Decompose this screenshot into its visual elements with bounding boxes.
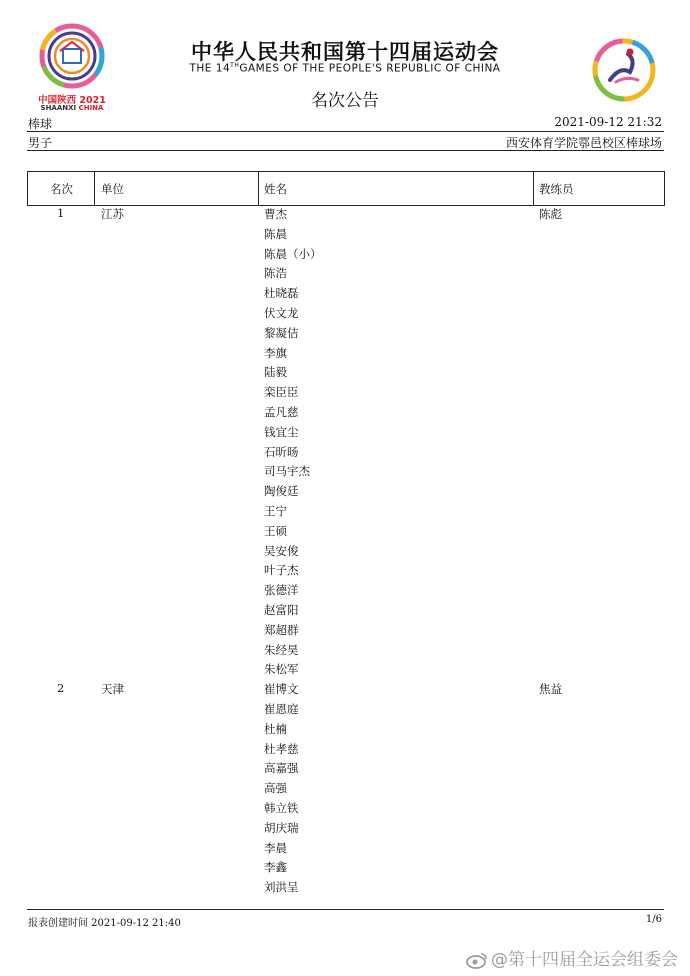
doc-title: 名次公告 [311,91,379,111]
header-divider [27,131,664,132]
team-unit: 天津 [101,682,124,697]
player-name: 张德洋 [264,583,299,598]
player-name: 李旗 [264,345,287,360]
player-name: 王硕 [264,523,287,538]
player-name: 曹杰 [264,207,287,221]
weibo-watermark [465,945,678,970]
games-subtitle [0,62,690,75]
player-name: 崔恩庭 [264,702,299,716]
header-unit: 单位 [101,182,124,196]
venue-name: 西安体育学院鄠邑校区棒球场 [505,136,662,150]
player-name: 韩立铁 [264,801,299,815]
player-name: 司马宇杰 [264,464,310,479]
player-name: 杜楠 [264,721,287,736]
player-name: 杜孝慈 [264,741,299,756]
header-divider-bottom [27,150,664,151]
column-separator [94,171,95,206]
header-rank: 名次 [50,182,73,196]
player-name: 杜晓磊 [264,286,299,301]
player-name: 陈晨（小） [264,246,322,261]
column-separator [533,171,534,206]
report-datetime: 2021-09-12 21:32 [554,115,662,129]
logo-region: SHAANXI [40,104,77,112]
player-name: 高嘉强 [264,761,299,776]
player-name: 王宁 [264,504,287,518]
games-subtitle-pre: THE 14 [189,62,231,75]
sport-name: 棒球 [28,117,53,131]
player-name: 陶俊廷 [264,484,299,499]
player-name: 高强 [264,781,287,796]
logo-year-text: 中国陕西 2021 [38,95,106,106]
player-name: 朱松军 [264,662,299,677]
team-rank: 1 [57,206,65,220]
player-name: 朱经昊 [264,642,299,657]
player-name: 叶子杰 [264,563,299,578]
games-title: 中华人民共和国第十四届运动会 [191,40,499,64]
team-unit: 江苏 [101,207,124,221]
player-name: 李鑫 [264,860,287,875]
team-coach: 焦益 [539,682,562,697]
footer-divider [27,909,664,910]
player-name: 栾臣臣 [264,385,299,400]
watermark-text: @第十四届全运会组委会 [491,950,678,970]
page-number: 1/6 [645,914,662,925]
player-name: 崔博文 [264,682,299,697]
games-subtitle-post: GAMES OF THE PEOPLE'S REPUBLIC OF CHINA [239,62,501,75]
report-created-time: 报表创建时间 2021-09-12 21:40 [28,918,181,929]
player-name: 孟凡慈 [264,405,299,419]
games-subtitle-sup: TH [230,62,240,69]
player-name: 陈浩 [264,266,287,281]
column-separator [258,171,259,206]
header-names: 姓名 [264,182,287,196]
team-coach: 陈彪 [539,207,562,221]
player-name: 伏文龙 [264,306,299,320]
player-name: 胡庆瑞 [264,820,299,835]
logo-country: CHINA [78,104,104,112]
player-name: 陆毅 [264,365,287,380]
header-coach: 教练员 [539,182,574,196]
player-name: 郑超群 [264,622,299,637]
player-name: 黎凝佶 [264,325,299,340]
player-name: 石昕旸 [264,444,299,459]
team-rank: 2 [57,681,65,696]
player-name: 吴安俊 [264,543,299,558]
weibo-icon [465,951,489,969]
player-name: 刘洪呈 [264,880,299,895]
player-name: 钱宜尘 [264,424,299,439]
player-name: 李晨 [264,840,287,855]
player-name: 赵富阳 [264,603,299,617]
player-name: 陈晨 [264,226,287,241]
event-name: 男子 [28,136,53,150]
